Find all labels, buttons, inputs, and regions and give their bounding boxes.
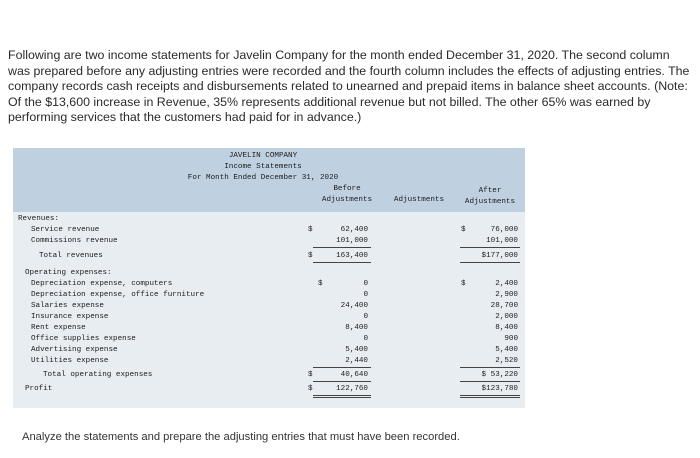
double-underline [460, 395, 520, 396]
operating-expenses-heading: Operating expenses: [25, 269, 112, 277]
utilities-label: Utilities expense [31, 357, 109, 365]
underline [313, 367, 371, 368]
underline [460, 381, 520, 382]
rent-before: 8,400 [345, 324, 368, 332]
total-revenues-after: $177,000 [481, 252, 518, 260]
col-before-heading-line2: Adjustments [321, 196, 373, 204]
currency-symbol: $ [461, 280, 466, 288]
underline [460, 367, 520, 368]
salaries-label: Salaries expense [31, 302, 104, 310]
advertising-after: 5,400 [495, 346, 518, 354]
utilities-after: 2,520 [495, 357, 518, 365]
currency-symbol: $ [308, 385, 313, 393]
dep-computers-label: Depreciation expense, computers [31, 280, 173, 288]
commissions-revenue-label: Commissions revenue [31, 237, 118, 245]
currency-symbol: $ [308, 226, 313, 234]
utilities-before: 2,440 [345, 357, 368, 365]
currency-symbol: $ [461, 226, 466, 234]
advertising-label: Advertising expense [31, 346, 118, 354]
service-revenue-after: 76,000 [490, 226, 518, 234]
service-revenue-label: Service revenue [31, 226, 100, 234]
col-before-heading-line1: Before [333, 185, 361, 193]
underline [460, 247, 520, 248]
dep-furniture-before: 0 [363, 291, 368, 299]
col-after-heading-line2: Adjustments [464, 198, 516, 206]
statement-period: For Month Ended December 31, 2020 [187, 174, 339, 182]
profit-after: $123,780 [481, 385, 518, 393]
salaries-after: 28,700 [490, 302, 518, 310]
col-after-heading-line1: After [478, 187, 502, 195]
office-supplies-after: 900 [504, 335, 518, 343]
commissions-revenue-before: 101,000 [336, 237, 368, 245]
statement-title: Income Statements [224, 163, 302, 171]
company-name: JAVELIN COMPANY [228, 152, 298, 160]
service-revenue-before: 62,400 [340, 226, 368, 234]
insurance-after: 2,000 [495, 313, 518, 321]
underline [313, 262, 371, 263]
rent-after: 8,400 [495, 324, 518, 332]
revenues-heading: Revenues: [18, 215, 60, 223]
underline [313, 381, 371, 382]
dep-computers-before: 0 [363, 280, 368, 288]
underline [460, 262, 520, 263]
commissions-revenue-after: 101,000 [486, 237, 518, 245]
double-underline [313, 395, 371, 396]
advertising-before: 5,400 [345, 346, 368, 354]
profit-label: Profit [25, 385, 53, 393]
dep-furniture-label: Depreciation expense, office furniture [31, 291, 205, 299]
total-revenues-label: Total revenues [39, 252, 103, 260]
total-opex-after: $ 53,220 [481, 371, 518, 379]
problem-prompt: Following are two income statements for Javelin Company for the month ended December 31, 2020. The second column was prepared before any adjusting entries were recorded and the fourth column includes the effects of adjusting entries. The company records cash receipts and disbursements related to unearned and prepaid items in balance sheet accounts. (Note: Of the $13,600 increase in Revenue, 35% represents additional revenue but not billed. The other 65% was earned by performing services that the customers had paid for in advance.) [8, 48, 690, 125]
profit-before: 122,760 [336, 385, 368, 393]
total-opex-label: Total operating expenses [43, 371, 153, 379]
office-supplies-before: 0 [363, 335, 368, 343]
underline [313, 247, 371, 248]
dep-furniture-after: 2,900 [495, 291, 518, 299]
dep-computers-after: 2,400 [495, 280, 518, 288]
currency-symbol: $ [318, 280, 323, 288]
insurance-label: Insurance expense [31, 313, 109, 321]
double-underline [313, 397, 371, 398]
office-supplies-label: Office supplies expense [31, 335, 136, 343]
total-revenues-before: 163,400 [336, 252, 368, 260]
salaries-before: 24,400 [340, 302, 368, 310]
rent-label: Rent expense [31, 324, 86, 332]
task-instruction: Analyze the statements and prepare the adjusting entries that must have been recorded. [22, 431, 460, 443]
currency-symbol: $ [308, 252, 313, 260]
col-adjustments-heading: Adjustments [393, 196, 445, 204]
currency-symbol: $ [308, 371, 313, 379]
double-underline [460, 397, 520, 398]
income-statement-table [13, 148, 525, 408]
insurance-before: 0 [363, 313, 368, 321]
total-opex-before: 40,640 [340, 371, 368, 379]
